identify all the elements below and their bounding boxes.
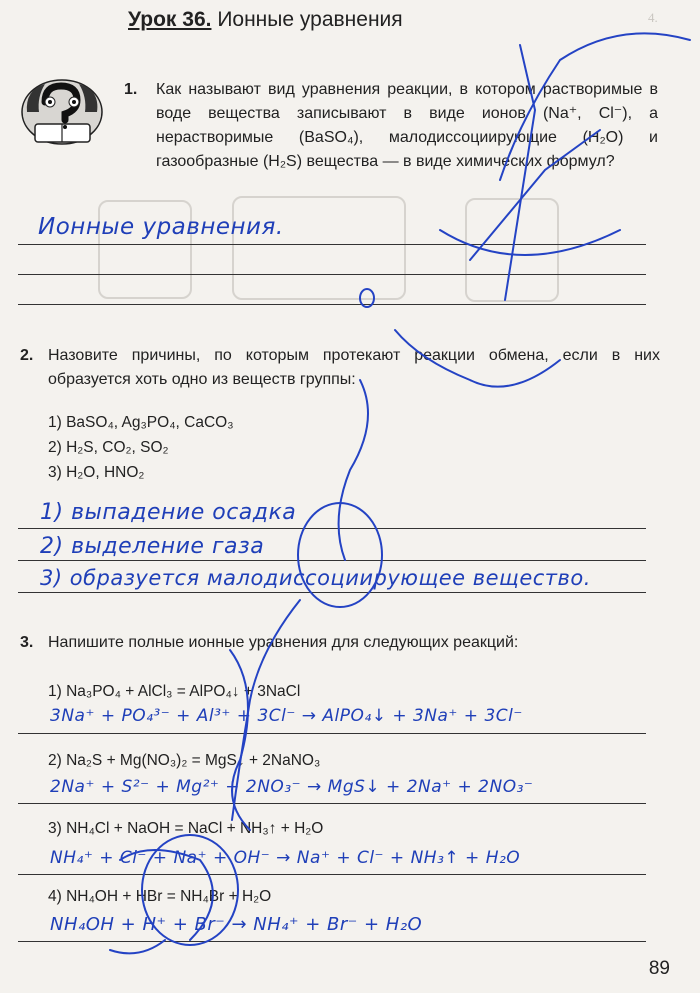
ghost-box xyxy=(465,198,559,302)
answer-line xyxy=(18,528,646,529)
question-2-number: 2. xyxy=(20,347,34,364)
reaction-4-answer: NH₄OH + H⁺ + Br⁻ → NH₄⁺ + Br⁻ + H₂O xyxy=(50,914,423,935)
answer-line xyxy=(18,803,646,804)
reaction-1-answer: 3Na⁺ + PO₄³⁻ + Al³⁺ + 3Cl⁻ → AlPO₄↓ + 3Na⁺ + 3Cl⁻ xyxy=(50,706,523,726)
lesson-number: Урок 36. xyxy=(128,8,212,31)
question-1-text: Как называют вид уравнения реакции, в котором растворимые в воде вещества записывают в виде ионов (Na⁺, Cl⁻), а нерастворимые (BaSO₄), малодиссоциирующие (H₂O) и газообразные (H₂S) вещества — в виде химических формул? xyxy=(156,81,658,170)
question-3-text: Напишите полные ионные уравнения для следующих реакций: xyxy=(48,634,519,651)
group-3: 3) H₂O, HNO₂ xyxy=(48,464,145,481)
question-1-answer: Ионные уравнения. xyxy=(38,214,284,240)
reaction-3-answer: NH₄⁺ + Cl⁻ + Na⁺ + OH⁻ → Na⁺ + Cl⁻ + NH₃↑ + H₂O xyxy=(50,848,521,868)
question-2-text: Назовите причины, по которым протекают реакции обмена, если в них образуется хоть одно из веществ группы: xyxy=(48,347,660,388)
answer-line xyxy=(18,592,646,593)
reaction-4: 4) NH₄OH + HBr = NH₄Br + H₂O xyxy=(48,888,272,905)
answer-line xyxy=(18,560,646,561)
reaction-2: 2) Na₂S + Mg(NO₃)₂ = MgS↓ + 2NaNO₃ xyxy=(48,752,321,769)
reaction-2-answer: 2Na⁺ + S²⁻ + Mg²⁺ + 2NO₃⁻ → MgS↓ + 2Na⁺ + 2NO₃⁻ xyxy=(50,777,534,797)
question-2-answer-1: 1) выпадение осадка xyxy=(40,500,297,525)
group-2: 2) H₂S, CO₂, SO₂ xyxy=(48,439,169,456)
question-owl-icon xyxy=(15,72,110,152)
reaction-3: 3) NH₄Cl + NaOH = NaCl + NH₃↑ + H₂O xyxy=(48,820,324,837)
answer-line xyxy=(18,733,646,734)
answer-line xyxy=(18,941,646,942)
question-3-number: 3. xyxy=(20,634,34,651)
ghost-text: 4. xyxy=(648,10,658,25)
answer-line xyxy=(18,244,646,245)
ghost-box xyxy=(232,196,406,300)
lesson-title: Ионные уравнения xyxy=(217,8,403,31)
question-1-number: 1. xyxy=(124,81,138,98)
reaction-1: 1) Na₃PO₄ + AlCl₃ = AlPO₄↓ + 3NaCl xyxy=(48,683,301,700)
answer-line xyxy=(18,874,646,875)
question-2-answer-2: 2) выделение газа xyxy=(40,534,265,559)
question-2-answer-3: 3) образуется малодиссоциирующее вещество. xyxy=(40,566,591,590)
page-title xyxy=(128,8,403,32)
answer-line xyxy=(18,304,646,305)
group-1: 1) BaSO₄, Ag₃PO₄, CaCO₃ xyxy=(48,414,234,431)
answer-line xyxy=(18,274,646,275)
page-number: 89 xyxy=(648,958,670,979)
